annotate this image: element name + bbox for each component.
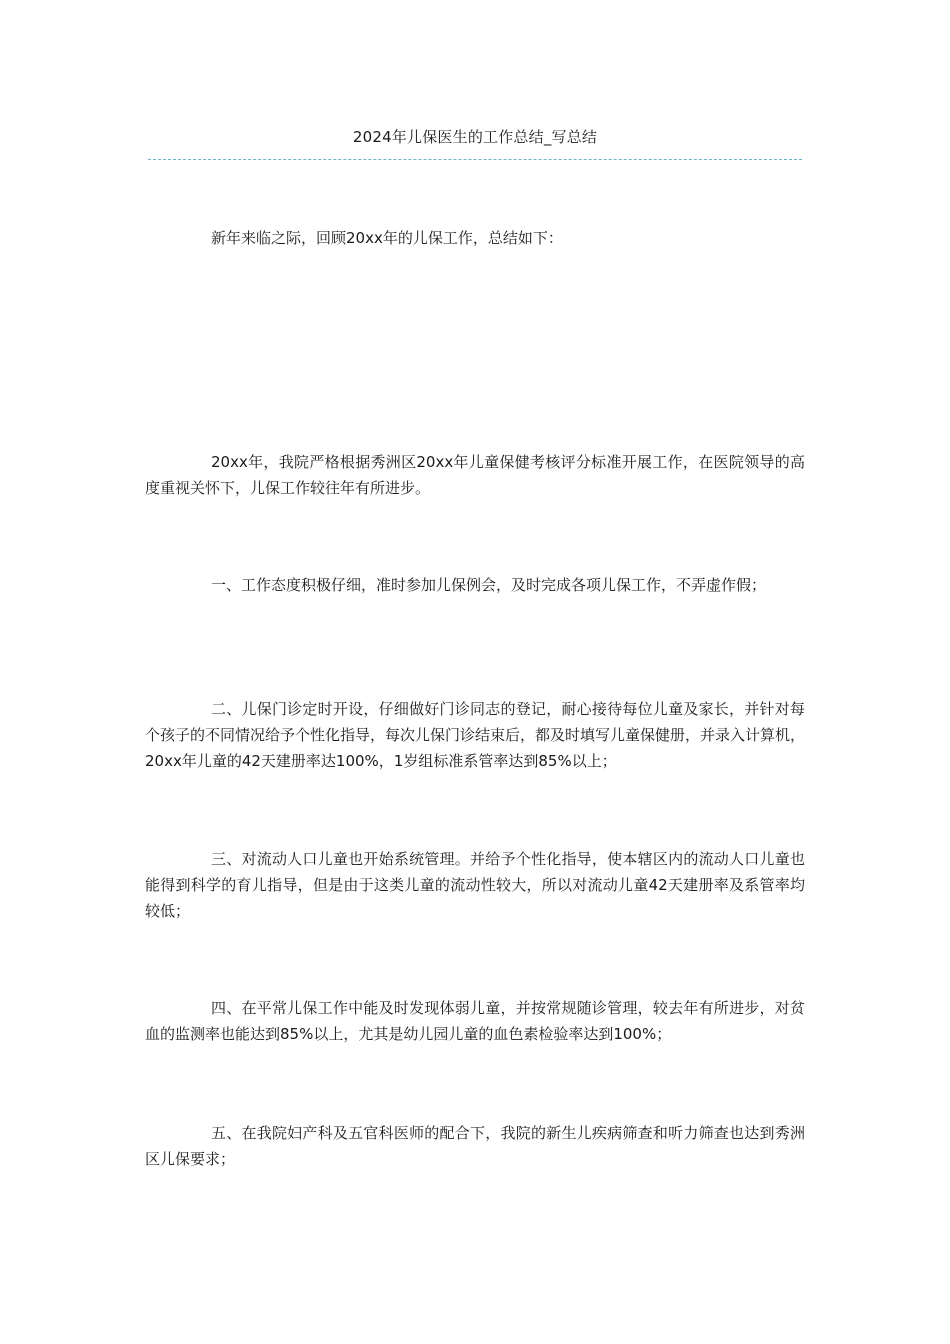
document-title: 2024年儿保医生的工作总结_写总结	[352, 128, 598, 146]
paragraph-item-1: 一、工作态度积极仔细，准时参加儿保例会，及时完成各项儿保工作，不弄虚作假；	[211, 576, 767, 594]
paragraph-item-3: 三、对流动人口儿童也开始系统管理。并给予个性化指导，使本辖区内的流动人口儿童也能得到科学的育儿指导，但是由于这类儿童的流动性较大，所以对流动儿童42天建册率及系管率均较低；	[145, 850, 805, 920]
paragraph-item-2: 二、儿保门诊定时开设，仔细做好门诊同志的登记，耐心接待每位儿童及家长，并针对每个孩子的不同情况给予个性化指导，每次儿保门诊结束后，都及时填写儿童保健册，并录入计算机，20xx年儿童的42天建册率达100%，1岁组标准系管率达到85%以上；	[145, 700, 806, 770]
paragraph-item-5: 五、在我院妇产科及五官科医师的配合下，我院的新生儿疾病筛查和听力筛查也达到秀洲区儿保要求；	[145, 1124, 805, 1168]
paragraph-item-4: 四、在平常儿保工作中能及时发现体弱儿童，并按常规随诊管理，较去年有所进步，对贫血的监测率也能达到85%以上，尤其是幼儿园儿童的血色素检验率达到100%；	[145, 999, 805, 1043]
paragraph-overview: 20xx年，我院严格根据秀洲区20xx年儿童保健考核评分标准开展工作，在医院领导的高度重视关怀下，儿保工作较往年有所进步。	[145, 453, 805, 497]
paragraph-intro: 新年来临之际，回顾20xx年的儿保工作，总结如下：	[211, 229, 563, 247]
title-divider	[148, 159, 802, 160]
